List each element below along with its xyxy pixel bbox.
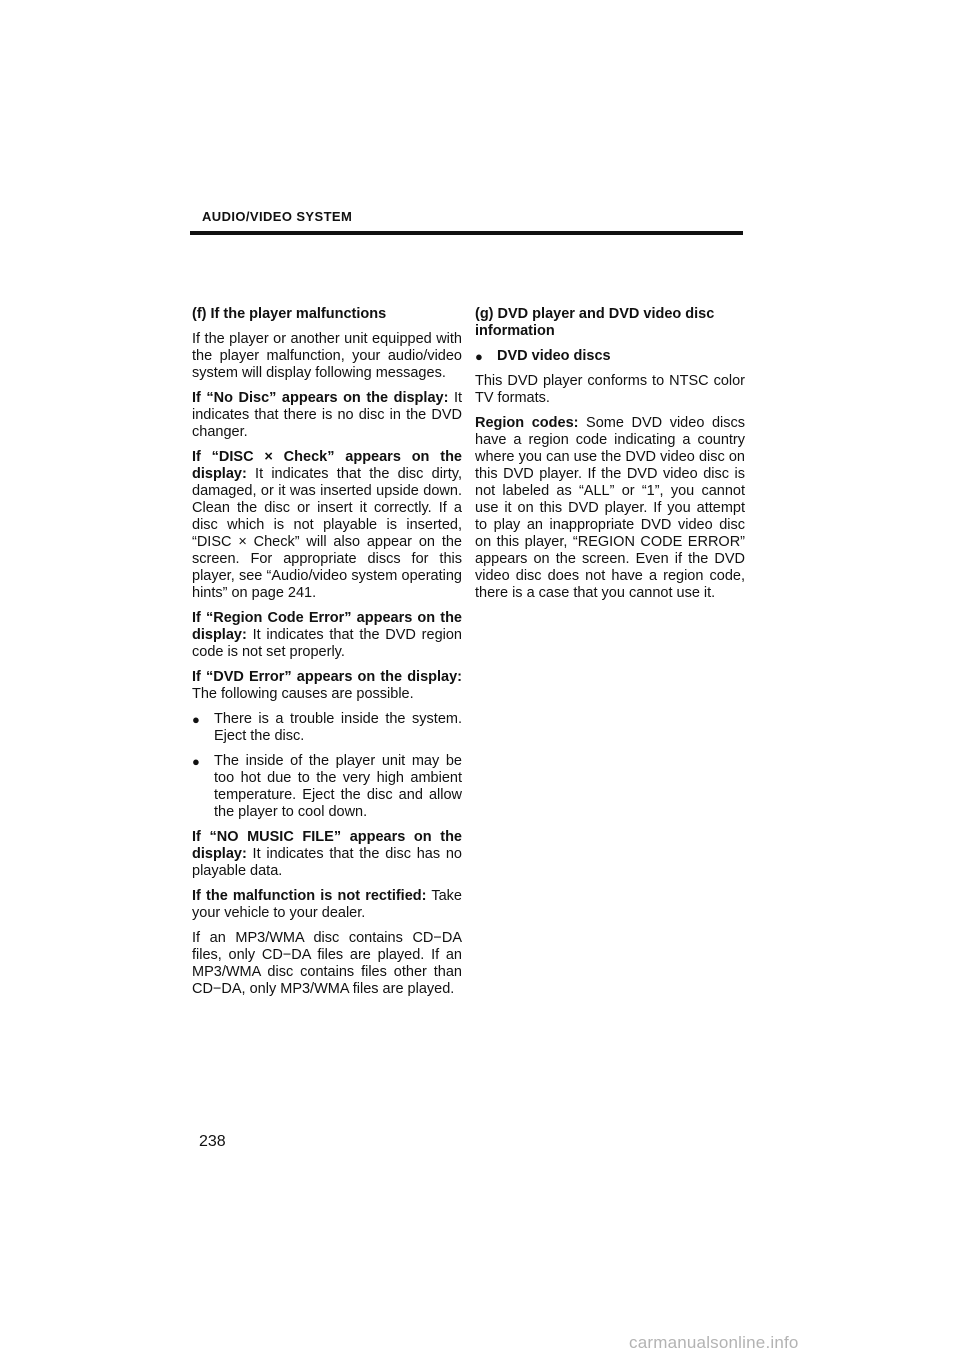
- region-codes-label: Region codes:: [475, 415, 579, 431]
- dvd-video-discs-subheading: DVD video discs: [497, 348, 611, 364]
- bullet-icon: ●: [192, 754, 200, 769]
- bullet-icon: ●: [192, 712, 200, 727]
- disc-check-paragraph: [192, 449, 462, 602]
- not-rectified-text: Take your vehicle to your dealer.: [192, 888, 462, 921]
- no-music-label: If “NO MUSIC FILE” appears on the display:: [192, 829, 462, 862]
- section-heading-g: (g) DVD player and DVD video disc information: [475, 306, 715, 339]
- section-title: AUDIO/VIDEO SYSTEM: [202, 209, 353, 224]
- list-item: [192, 753, 462, 821]
- not-rectified-label: If the malfunction is not rectified:: [192, 888, 427, 904]
- region-codes-paragraph: [475, 415, 745, 602]
- disc-check-label: If “DISC × Check” appears on the display:: [192, 449, 462, 482]
- page-number: 238: [199, 1133, 226, 1150]
- right-column: [475, 306, 745, 610]
- dvd-error-label: If “DVD Error” appears on the display:: [192, 669, 462, 685]
- list-item: [192, 711, 462, 745]
- region-error-paragraph: [192, 610, 462, 661]
- not-rectified-paragraph: [192, 888, 462, 922]
- region-codes-text: Some DVD video discs have a region code indicating a country where you can use the DVD video disc on this DVD player. If the DVD video disc is not labeled as “ALL” or “1”, you cannot use it on this DVD player. If you attempt to play an inappropriate DVD video disc on this player, “REGION CODE ERROR” appears on the screen. Even if the DVD video disc does not have a region code, there is a case that you cannot use it.: [475, 415, 746, 601]
- dvd-error-text: The following causes are possible.: [192, 686, 414, 702]
- bullet-text: There is a trouble inside the system. Eject the disc.: [214, 711, 462, 744]
- ntsc-paragraph: This DVD player conforms to NTSC color TV formats.: [475, 373, 745, 406]
- disc-check-text: It indicates that the disc dirty, damaged, or it was inserted upside down. Clean the disc or insert it correctly. If a disc which is not playable is inserted, “DISC × Check” will also appear on the screen. For appropriate discs for this player, see “Audio/video system operating hints” on page 241.: [192, 466, 462, 601]
- no-disc-text: It indicates that there is no disc in the DVD changer.: [192, 390, 462, 440]
- bullet-text: The inside of the player unit may be too hot due to the very high ambient temperature. Eject the disc and allow the player to cool down.: [214, 753, 462, 820]
- left-column: [192, 306, 462, 1006]
- watermark: carmanualsonline.info: [629, 1333, 799, 1352]
- bullet-icon: ●: [475, 349, 483, 364]
- region-error-label: If “Region Code Error” appears on the display:: [192, 610, 462, 643]
- region-error-text: It indicates that the DVD region code is not set properly.: [192, 627, 462, 660]
- no-music-paragraph: [192, 829, 462, 880]
- subheading-row: [475, 348, 745, 365]
- page-header: [190, 208, 743, 235]
- intro-paragraph: If the player or another unit equipped with the player malfunction, your audio/video system will display following messages.: [192, 331, 462, 381]
- section-heading-f: (f) If the player malfunctions: [192, 306, 387, 322]
- mp3-paragraph: If an MP3/WMA disc contains CD−DA files, only CD−DA files are played. If an MP3/WMA disc contains files other than CD−DA, only MP3/WMA files are played.: [192, 930, 462, 997]
- no-disc-paragraph: [192, 390, 462, 441]
- no-music-text: It indicates that the disc has no playable data.: [192, 846, 462, 879]
- no-disc-label: If “No Disc” appears on the display:: [192, 390, 449, 406]
- dvd-error-paragraph: [192, 669, 462, 703]
